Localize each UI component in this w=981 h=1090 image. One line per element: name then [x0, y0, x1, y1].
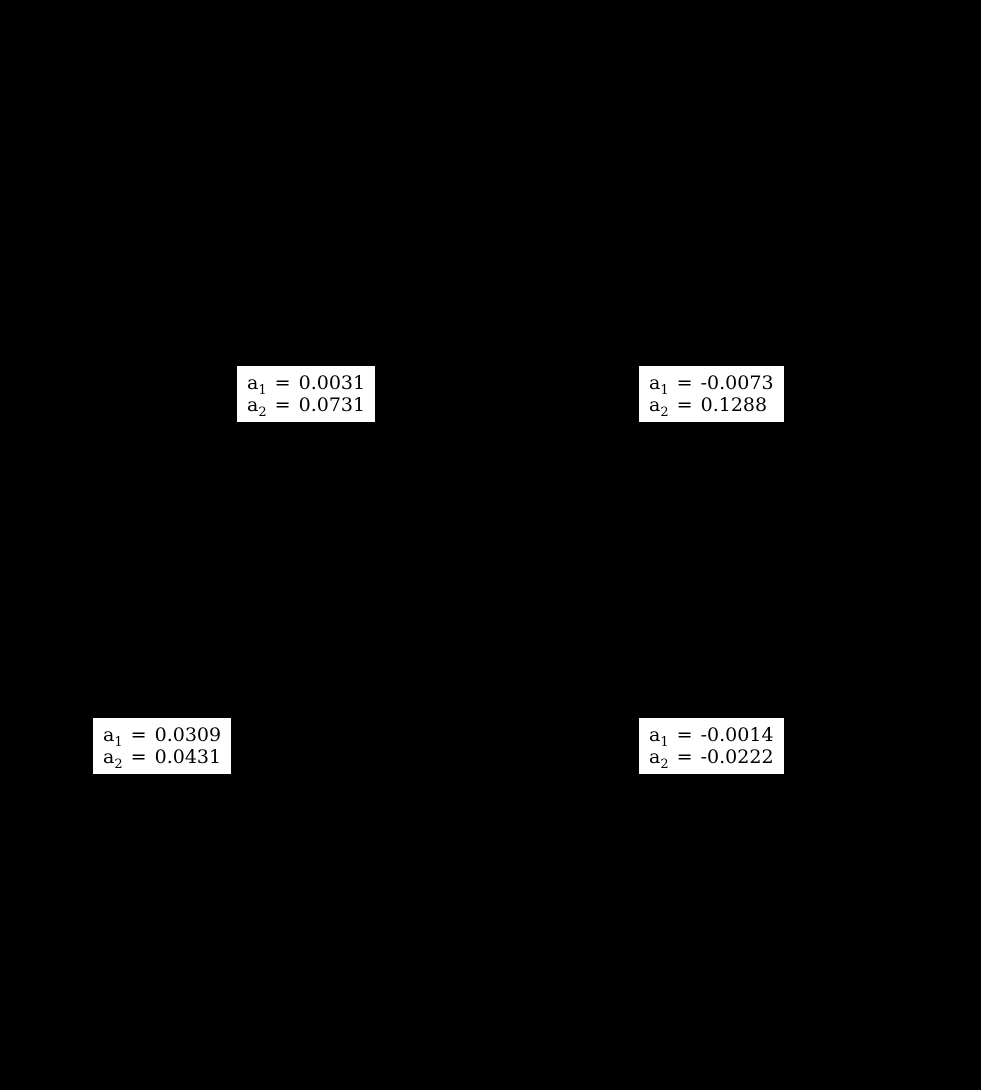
annotation-line-a1	[649, 724, 774, 750]
equals-sign: =	[676, 394, 693, 416]
coef-symbol: a	[649, 746, 661, 768]
annotation-line-a2	[649, 746, 774, 772]
coef-value-a1: -0.0073	[700, 372, 774, 394]
coef-value-a2: -0.0222	[700, 746, 774, 768]
annotation-line-a1	[247, 372, 366, 398]
coef-value-a2: 0.1288	[700, 394, 768, 416]
annotation-box-bottom-right	[638, 717, 785, 775]
coef-symbol: a	[103, 724, 115, 746]
coef-subscript: 1	[114, 734, 123, 750]
coef-subscript: 2	[258, 404, 267, 420]
coef-value-a1: 0.0309	[154, 724, 222, 746]
coef-subscript: 1	[660, 382, 669, 398]
coef-value-a1: -0.0014	[700, 724, 774, 746]
annotation-box-top-right	[638, 365, 785, 423]
annotation-line-a1	[649, 372, 774, 398]
equals-sign: =	[130, 746, 147, 768]
coef-symbol: a	[649, 372, 661, 394]
equals-sign: =	[274, 394, 291, 416]
annotation-box-bottom-left	[92, 717, 232, 775]
annotation-line-a2	[649, 394, 774, 420]
coef-symbol: a	[649, 394, 661, 416]
annotation-line-a2	[103, 746, 222, 772]
coef-value-a2: 0.0431	[154, 746, 222, 768]
coef-value-a2: 0.0731	[298, 394, 366, 416]
coef-value-a1: 0.0031	[298, 372, 366, 394]
equals-sign: =	[676, 746, 693, 768]
equals-sign: =	[130, 724, 147, 746]
coef-subscript: 2	[114, 756, 123, 772]
equals-sign: =	[274, 372, 291, 394]
annotation-box-top-left	[236, 365, 376, 423]
coef-subscript: 1	[258, 382, 267, 398]
equals-sign: =	[676, 372, 693, 394]
coef-symbol: a	[247, 394, 259, 416]
annotation-line-a2	[247, 394, 366, 420]
coef-subscript: 1	[660, 734, 669, 750]
annotation-line-a1	[103, 724, 222, 750]
coef-symbol: a	[247, 372, 259, 394]
coef-subscript: 2	[660, 404, 669, 420]
equals-sign: =	[676, 724, 693, 746]
coef-symbol: a	[649, 724, 661, 746]
coef-subscript: 2	[660, 756, 669, 772]
coef-symbol: a	[103, 746, 115, 768]
